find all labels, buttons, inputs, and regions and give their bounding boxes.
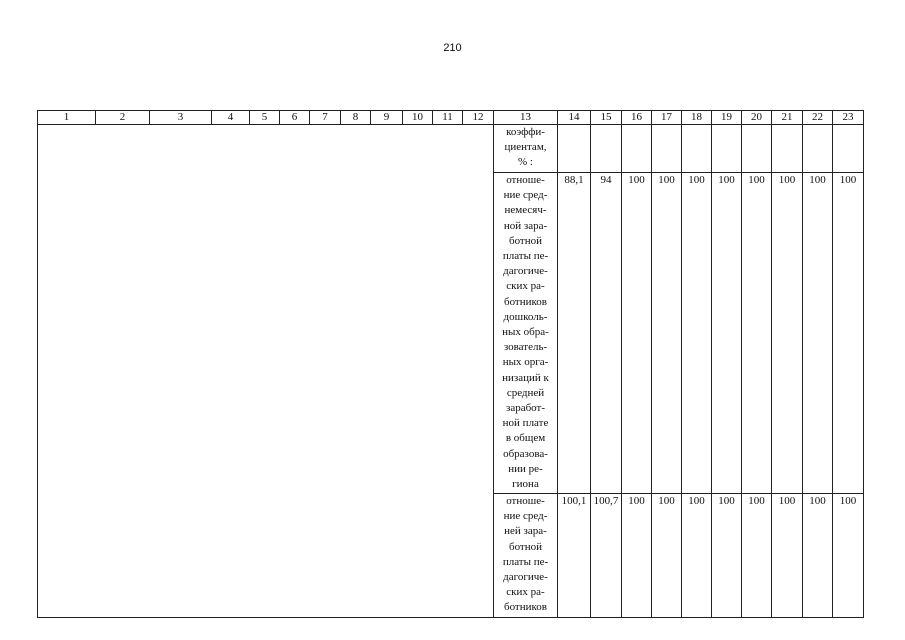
value-cell: 100 [712,173,742,494]
indicator-line: % : [518,156,533,169]
value-cell: 100 [652,173,682,494]
value-cell: 100 [682,494,712,618]
value-cell [652,125,682,173]
indicator-line: образова- [503,447,548,460]
value-cell: 100 [833,173,864,494]
column-header: 11 [433,111,463,125]
column-header: 14 [558,111,591,125]
column-header: 17 [652,111,682,125]
value-cell [682,125,712,173]
value-cell [591,125,622,173]
indicator-line: ботников [503,295,547,308]
indicator-line: гиона [512,478,539,491]
indicator-cell [494,173,558,494]
indicator-line: ботной [508,234,543,247]
value-cell: 100 [652,494,682,618]
indicator-line: отноше- [506,174,545,186]
value-cell [712,125,742,173]
value-cell: 100 [803,494,833,618]
value-cell: 100 [622,173,652,494]
column-header: 1 [38,111,96,125]
value-cell: 100 [772,173,803,494]
value-cell: 88,1 [558,173,591,494]
column-header: 20 [742,111,772,125]
value-cell [772,125,803,173]
value-cell: 100 [682,173,712,494]
indicator-line: немесяч- [504,204,547,217]
column-header: 5 [250,111,280,125]
indicator-line: дагогиче- [503,265,548,278]
indicator-line: нии ре- [508,462,543,475]
column-header: 9 [371,111,403,125]
column-header: 23 [833,111,864,125]
column-header: 12 [463,111,494,125]
value-cell: 100 [742,494,772,618]
indicator-line: коэффи- [506,126,545,138]
value-cell [622,125,652,173]
indicator-line: дагогиче- [503,571,548,584]
value-cell [742,125,772,173]
indicator-line: ских ра- [506,280,545,293]
indicator-line: платы пе- [502,250,549,263]
indicator-line: в общем [505,432,546,445]
indicator-line: дошколь- [503,310,548,323]
column-header: 4 [212,111,250,125]
value-cell [558,125,591,173]
indicator-line: ботной [508,540,543,553]
indicator-line: ней зара- [504,525,547,538]
value-cell: 100 [622,494,652,618]
empty-merged-cell [38,125,494,618]
indicator-cell [494,494,558,618]
indicator-cell [494,125,558,173]
value-cell: 94 [591,173,622,494]
value-cell: 100 [772,494,803,618]
indicator-line: зователь- [503,341,548,354]
indicator-line: ных орга- [502,356,549,369]
column-header: 6 [280,111,310,125]
value-cell: 100,7 [591,494,622,618]
value-cell: 100 [712,494,742,618]
indicator-line: ботников [503,601,547,614]
indicator-line: ние сред- [503,510,548,523]
column-header: 2 [96,111,150,125]
column-header: 16 [622,111,652,125]
column-header: 8 [341,111,371,125]
indicator-line: платы пе- [502,555,549,568]
column-header: 21 [772,111,803,125]
value-cell [803,125,833,173]
value-cell: 100 [833,494,864,618]
indicator-line: ной плате [502,417,549,430]
indicator-line: отноше- [506,495,545,507]
column-header: 13 [494,111,558,125]
value-cell: 100,1 [558,494,591,618]
column-header: 19 [712,111,742,125]
indicator-line: средней [506,386,545,399]
indicator-line: циентам, [504,141,547,154]
column-header: 7 [310,111,341,125]
table-row [38,125,864,173]
column-header: 22 [803,111,833,125]
column-header: 3 [150,111,212,125]
value-cell: 100 [742,173,772,494]
value-cell: 100 [803,173,833,494]
column-header: 18 [682,111,712,125]
indicator-line: низаций к [502,371,549,384]
column-header: 10 [403,111,433,125]
indicator-line: заработ- [505,402,546,415]
header-row [38,111,864,125]
indicator-line: ских ра- [506,586,545,599]
data-table [37,110,864,618]
column-header: 15 [591,111,622,125]
indicator-line: ной зара- [503,219,548,232]
value-cell [833,125,864,173]
page-number: 210 [443,42,462,54]
indicator-line: ние сред- [503,189,548,202]
indicator-line: ных обра- [502,326,549,339]
